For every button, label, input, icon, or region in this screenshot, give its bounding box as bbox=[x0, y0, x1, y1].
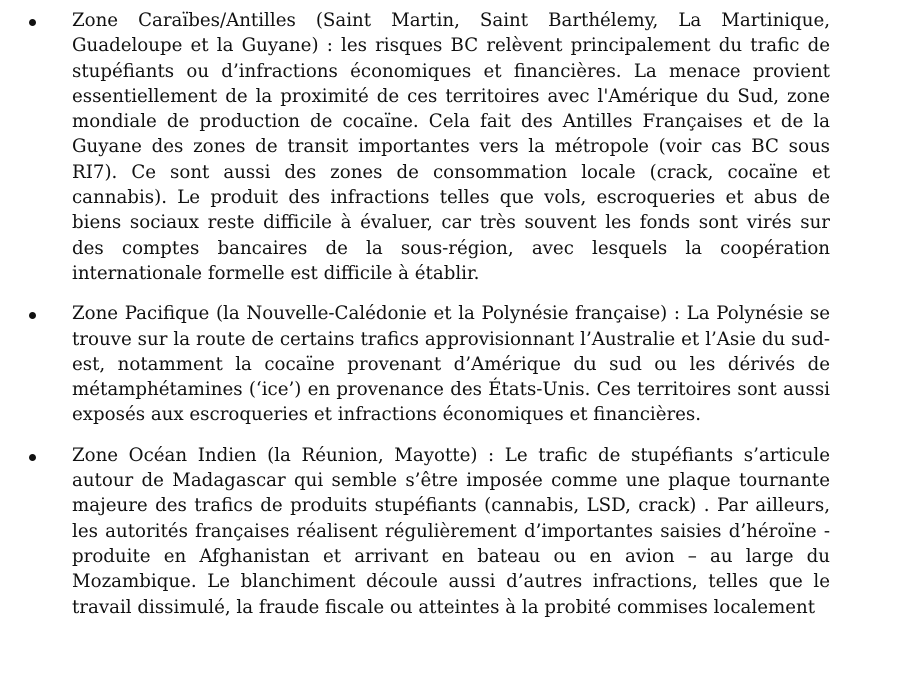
bullet-icon bbox=[29, 454, 36, 461]
paragraph-pacifique: Zone Pacifique (la Nouvelle-Calédonie et la Polynésie française) : La Polynésie se trouve sur la route de certains trafics approvisionnant l’Australie et l’Asie du sud-est, notamment la cocaïne provenant d’Amérique du sud ou les dérivés de métamphétamines (‘ice’) en provenance des États-Unis. Ces territoires sont aussi exposés aux escroqueries et infractions économiques et financières. bbox=[72, 303, 830, 426]
list-item-pacifique bbox=[72, 301, 830, 427]
bullet-icon bbox=[29, 312, 36, 319]
zone-bullet-list bbox=[72, 8, 830, 620]
bullet-icon bbox=[29, 19, 36, 26]
paragraph-ocean-indien: Zone Océan Indien (la Réunion, Mayotte) : Le trafic de stupéfiants s’articule autour de Madagascar qui semble s’être imposée comme une plaque tournante majeure des trafics de produits stupéfiants (cannabis, LSD, crack) . Par ailleurs, les autorités françaises réalisent régulièrement d’importantes saisies d’héroïne - produite en Afghanistan et arrivant en bateau ou en avion – au large du Mozambique. Le blanchiment découle aussi d’autres infractions, telles que le travail dissimulé, la fraude fiscale ou atteintes à la probité commises localement bbox=[72, 444, 830, 618]
list-item-caraibes-antilles bbox=[72, 8, 830, 286]
list-item-ocean-indien bbox=[72, 443, 830, 620]
paragraph-caraibes-antilles: Zone Caraïbes/Antilles (Saint Martin, Saint Barthélemy, La Martinique, Guadeloupe et la Guyane) : les risques BC relèvent principalement du trafic de stupéfiants ou d’infractions économiques et financières. La menace provient essentiellement de la proximité de ces territoires avec l'Amérique du Sud, zone mondiale de production de cocaïne. Cela fait des Antilles Françaises et de la Guyane des zones de transit importantes vers la métropole (voir cas BC sous RI7). Ce sont aussi des zones de consommation locale (crack, cocaïne et cannabis). Le produit des infractions telles que vols, escroqueries et abus de biens sociaux reste difficile à évaluer, car très souvent les fonds sont virés sur des comptes bancaires de la sous-région, avec lesquels la coopération internationale formelle est difficile à établir. bbox=[72, 10, 830, 284]
